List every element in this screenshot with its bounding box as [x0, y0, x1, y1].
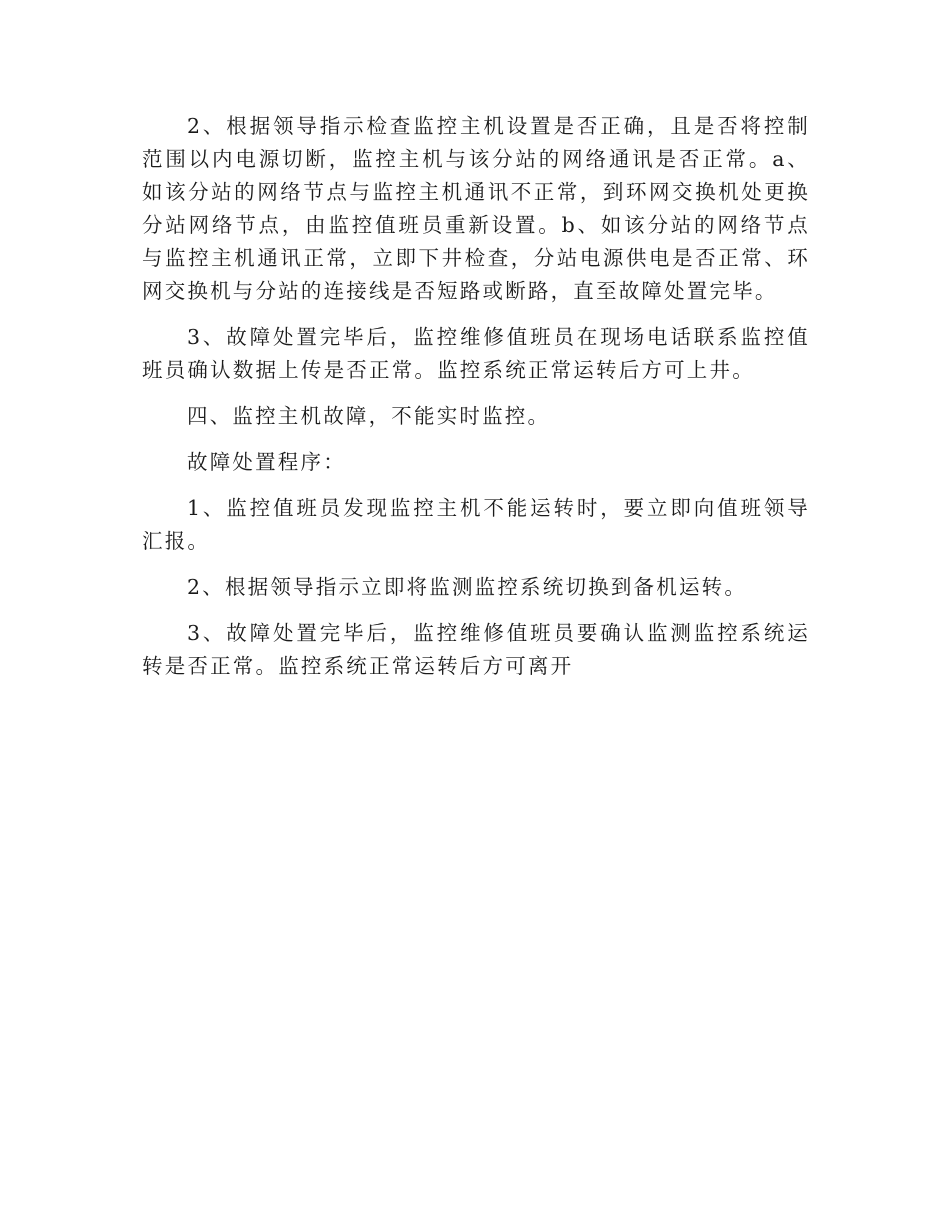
paragraph-switch-backup: 2、根据领导指示立即将监测监控系统切换到备机运转。 — [187, 575, 748, 599]
paragraph-confirm-system: 3、故障处置完毕后，监控维修值班员要确认监测监控系统运转是否正常。监控系统正常运转后方可离开 — [142, 621, 810, 678]
paragraph-report-leader: 1、监控值班员发现监控主机不能运转时，要立即向值班领导汇报。 — [142, 496, 810, 553]
paragraph-host-check: 2、根据领导指示检查监控主机设置是否正确，且是否将控制范围以内电源切断，监控主机与该分站的网络通讯是否正常。a、如该分站的网络节点与监控主机通讯不正常，到环网交换机处更换分站网络节点，由监控值班员重新设置。b、如该分站的网络节点与监控主机通讯正常，立即下井检查，分站电源供电是否正常、环网交换机与分站的连接线是否短路或断路，直至故障处置完毕。 — [142, 114, 810, 303]
paragraph-confirm-upload: 3、故障处置完毕后，监控维修值班员在现场电话联系监控值班员确认数据上传是否正常。监控系统正常运转后方可上井。 — [142, 325, 810, 382]
section-heading-host-failure: 四、监控主机故障，不能实时监控。 — [187, 404, 551, 428]
document-body — [142, 110, 810, 696]
procedure-heading: 故障处置程序： — [187, 450, 346, 474]
